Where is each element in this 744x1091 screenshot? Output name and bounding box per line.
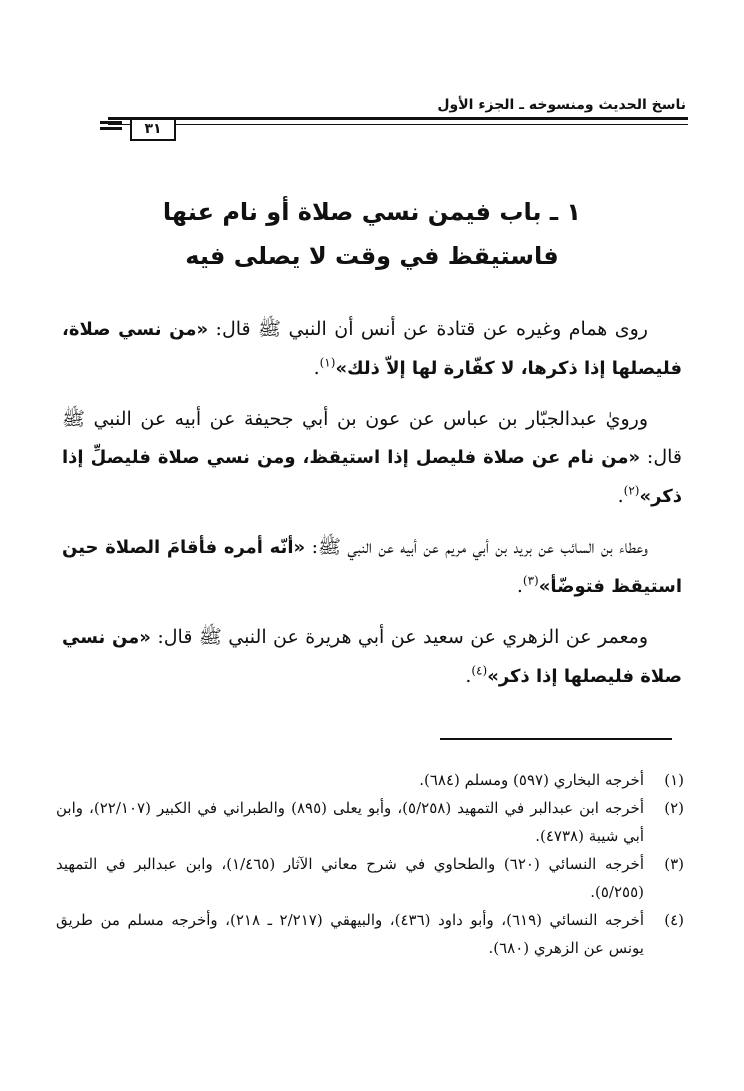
header-rule-thick: [108, 117, 688, 120]
paragraph-end: .: [313, 357, 320, 379]
hadith-quote: «من نسي صلاة، فليصلها إذا ذكرها، لا كفّارة لها إلاّ ذلك»: [62, 319, 682, 379]
footnotes: [56, 766, 684, 962]
footnote: [56, 794, 684, 850]
page-number-ornament: [100, 121, 122, 133]
footnote-text: أخرجه ابن عبدالبر في التمهيد (٥/٢٥٨)، وأبو يعلى (٨٩٥) والطبراني في الكبير (٢٢/١٠٧)، وابن أبي شيبة (٤٧٣٨).: [56, 799, 644, 845]
footnote-separator: [440, 738, 672, 740]
hadith-quote: «من نسي صلاة فليصلها إذا ذكر»: [62, 627, 682, 687]
header-rule-thin: [108, 124, 688, 125]
paragraph-text: وعطاء بن السائب عن بريد بن أبي مريم عن أبيه عن النبي ﷺ:: [305, 536, 648, 558]
footnote-ref[interactable]: (٤): [471, 663, 488, 678]
paragraph-end: .: [516, 575, 523, 597]
footnote-number: (٢): [664, 799, 684, 817]
paragraph-text: ورويٰ عبدالجبّار بن عباس عن عون بن أبي جحيفة عن أبيه عن النبي ﷺ قال:: [62, 408, 682, 468]
paragraph: [62, 310, 682, 388]
footnote: [56, 766, 684, 794]
running-head-title: ناسخ الحديث ومنسوخه ـ الجزء الأول: [437, 97, 686, 113]
footnote-text: أخرجه النسائي (٦١٩)، وأبو داود (٤٣٦)، والبيهقي (٢/٢١٧ ـ ٢١٨)، وأخرجه مسلم من طريق يونس عن الزهري (٦٨٠).: [56, 911, 645, 957]
footnote: [56, 850, 684, 906]
paragraph: [62, 528, 682, 606]
ornament-bar: [100, 121, 122, 124]
footnote-number: (١): [664, 771, 684, 789]
footnote-text: أخرجه البخاري (٥٩٧) ومسلم (٦٨٤).: [419, 771, 644, 789]
paragraph-text: ومعمر عن الزهري عن سعيد عن أبي هريرة عن النبي ﷺ قال:: [150, 626, 648, 648]
page-number: ٣١: [130, 118, 176, 141]
paragraph: [62, 618, 682, 696]
body-text: [62, 310, 682, 708]
footnote-number: (٤): [664, 911, 684, 929]
paragraph-text: روى همام وغيره عن قتادة عن أنس أن النبي ﷺ قال:: [208, 318, 648, 340]
ornament-bar: [100, 127, 122, 130]
hadith-quote: «من نام عن صلاة فليصل إذا استيقظ، ومن نسي صلاة فليصلِّ إذا ذكر»: [62, 447, 682, 507]
chapter-title-line-1: ١ ـ باب فيمن نسي صلاة أو نام عنها: [162, 198, 582, 226]
hadith-quote: «أنّه أمره فأقامَ الصلاة حين استيقظ فتوضّأ»: [62, 537, 682, 597]
chapter-title-line-2: فاستيقظ في وقت لا يصلى فيه: [185, 242, 559, 270]
footnote-ref[interactable]: (١): [319, 355, 336, 370]
footnote: [56, 906, 684, 962]
paragraph-end: .: [617, 485, 624, 507]
footnote-ref[interactable]: (٣): [522, 573, 539, 588]
chapter-title: [80, 190, 664, 278]
paragraph-end: .: [465, 665, 472, 687]
footnote-number: (٣): [664, 855, 684, 873]
paragraph: [62, 400, 682, 516]
footnote-text: أخرجه النسائي (٦٢٠) والطحاوي في شرح معاني الآثار (١/٤٦٥)، وابن عبدالبر في التمهيد (٥/٢٥٥).: [56, 855, 644, 901]
footnote-ref[interactable]: (٢): [623, 483, 640, 498]
